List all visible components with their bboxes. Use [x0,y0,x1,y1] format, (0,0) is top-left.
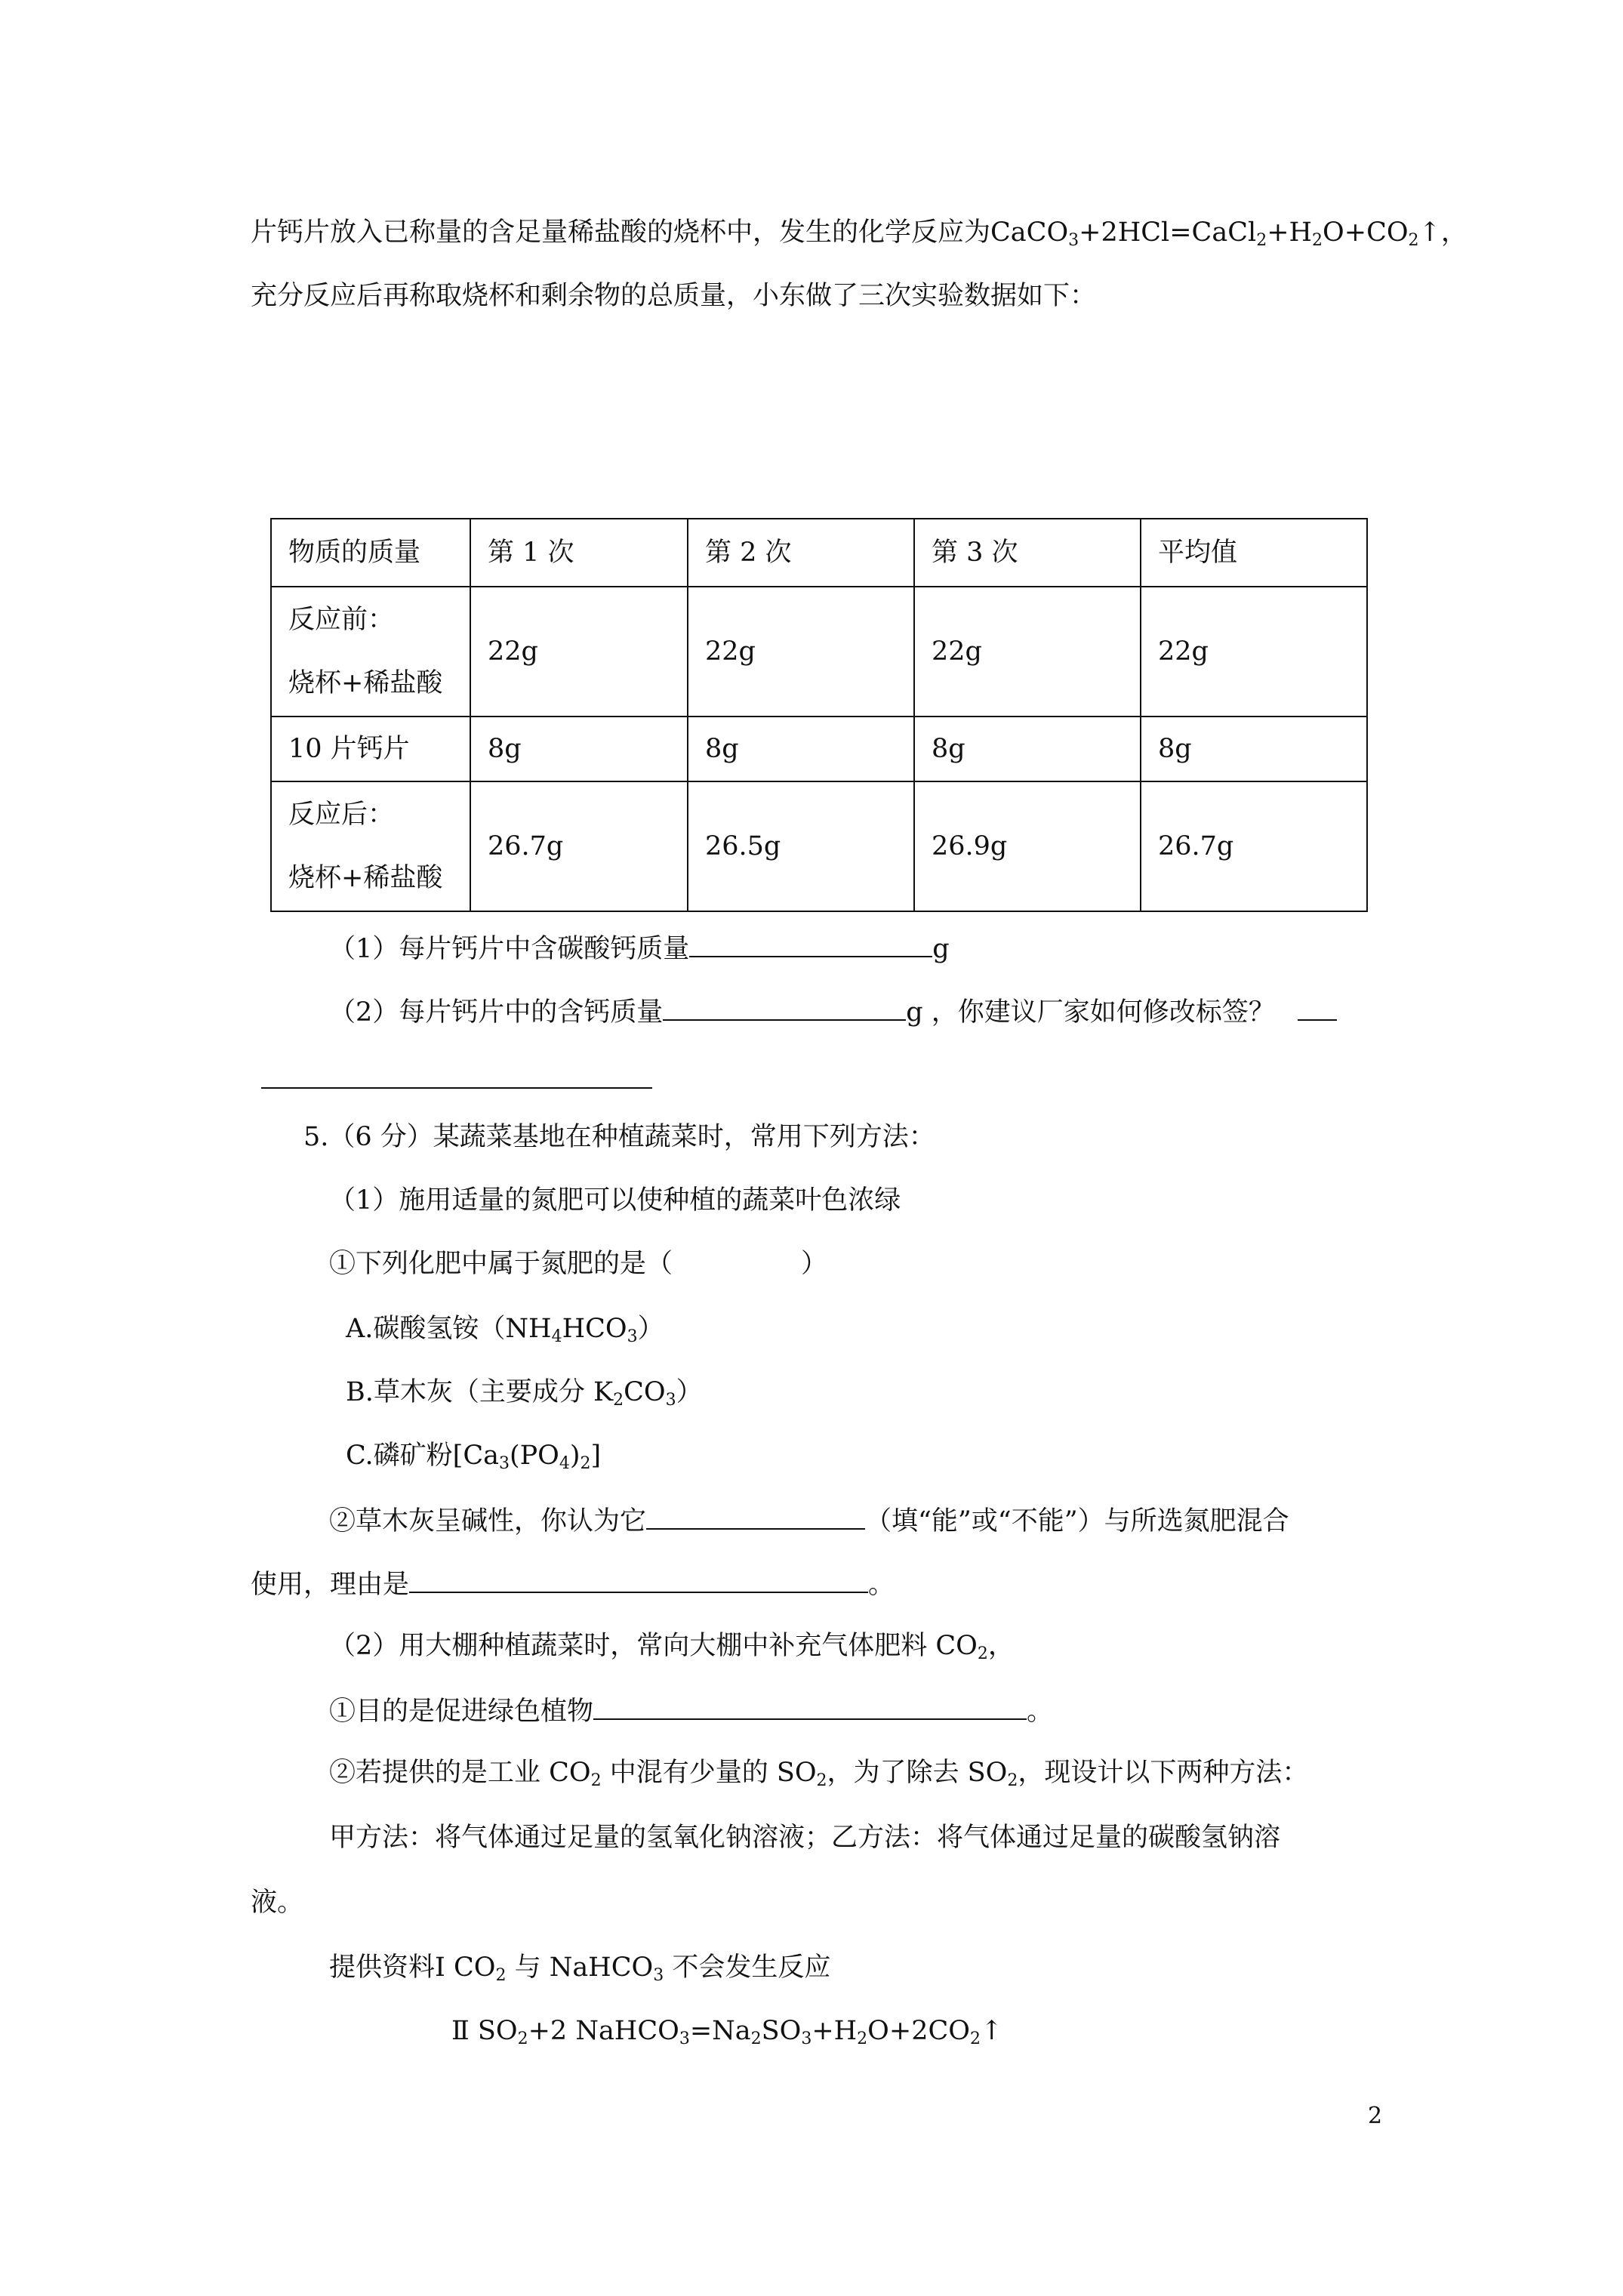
table-header-cell: 物质的质量 [271,519,470,587]
table-cell: 8g [470,717,688,781]
q4-sub1-text: （1）每片钙片中含碳酸钙质量 [329,934,690,964]
q5-part1-question2-text: ②草木灰呈碱性，你认为它 [329,1506,647,1536]
q5-reason-label: 使用，理由是 [251,1570,410,1600]
row-label-line: 烧杯+稀盐酸 [288,863,443,893]
q5-part1-question-close: ） [801,1249,828,1279]
table-row [271,717,1367,781]
q5-methods-line1 [329,1821,1280,1854]
table-header-cell: 平均值 [1141,519,1367,587]
table-header-cell: 第 3 次 [914,519,1141,587]
table-cell: 22g [1141,587,1367,717]
table-cell: 22g [914,587,1141,717]
table-header-cell: 第 1 次 [470,519,688,587]
q5-part1-text: （1）施用适量的氮肥可以使种植的蔬菜叶色浓绿 [329,1185,901,1216]
q4-sub2 [329,994,1337,1029]
table-cell: 22g [470,587,688,717]
experiment-data-table [270,518,1368,912]
q5-part2-question1-text: ①目的是促进绿色植物 [329,1697,594,1727]
q5-part2-text: （2）用大棚种植蔬菜时，常向大棚中补充气体肥料 CO [329,1631,978,1661]
q4-sub2-label-blank[interactable] [1298,994,1337,1021]
row-label-line: 反应后： [288,800,395,830]
q5-reason-blank[interactable] [409,1566,868,1593]
table-row [271,781,1367,911]
q5-info2: Ⅱ $SO_2+2$ $NaHCO_3=Na_2SO_3+H_2O+2CO_2↑$ [451,2016,1003,2048]
q5-can-mix-blank[interactable] [646,1502,865,1530]
row-label-line: 反应前： [288,605,395,635]
table-cell: 8g [688,717,914,781]
q5-part2: （2）用大棚种植蔬菜时，常向大棚中补充气体肥料 $CO_2$， [329,1631,1015,1663]
q5-methods-line2 [251,1886,303,1919]
table-cell: 26.7g [470,781,688,911]
intro-text-2: 充分反应后再称取烧杯和剩余物的总质量，小东做了三次实验数据如下： [251,281,1097,311]
table-cell: 26.7g [1141,781,1367,911]
intro-text-1: 片钙片放入已称量的含足量稀盐酸的烧杯中，发生的化学反应为 [251,217,991,248]
table-cell: 8g [1141,717,1367,781]
row-label-line: 烧杯+稀盐酸 [288,668,443,698]
q5-part1-question-text: ①下列化肥中属于氮肥的是（ [329,1249,673,1279]
q5-part1-question [329,1247,827,1281]
q4-sub1-unit: g [932,934,950,964]
q5-info1: 提供资料Ⅰ $CO_2$ 与 NaHCO$_3$ 不会发生反应 [329,1952,831,1985]
q5-methods-text: 甲方法：将气体通过足量的氢氧化钠溶液；乙方法：将气体通过足量的碳酸氢钠溶 [329,1823,1281,1853]
table-row [271,587,1367,717]
table-cell: 26.9g [914,781,1141,911]
q5-title [303,1120,935,1154]
table-cell: 8g [914,717,1141,781]
q4-sub2-text: （2）每片钙片中的含钙质量 [329,997,664,1028]
q5-part1-question2 [329,1502,1289,1538]
intro-line-1 [251,216,1467,249]
row-label-cell [271,781,470,911]
q5-methods-text-2: 液。 [251,1888,304,1918]
intro-line-2 [251,279,1096,313]
q5-option-a: A.碳酸氢铵$(NH_4HCO_3)$ [346,1314,664,1346]
table-cell: 26.5g [688,781,914,911]
q4-sub2-answer-line[interactable] [261,1087,652,1089]
q5-part1-question2-tail: （填“能”或“不能”）与所选氮肥混合 [865,1506,1289,1536]
q4-sub1 [329,930,950,966]
row-label-cell: 10 片钙片 [271,717,470,781]
reaction-equation: $CaCO_3+2HCl=CaCl_2+H_2O+CO_2↑$， [990,217,1467,250]
q5-option-c: C.磷矿粉$[Ca_3(PO_4)_2]$ [346,1441,602,1473]
q5-part2-question2: ②若提供的是工业 $CO_2$ 中混有少量的 $SO_2$，为了除去 $SO_2$，现设计以下两种方法： [329,1758,1309,1790]
q4-sub1-blank[interactable] [689,930,932,957]
q4-sub2-blank[interactable] [663,994,906,1021]
page-number: 2 [1368,2103,1383,2129]
q5-part1 [329,1184,901,1217]
table-cell: 22g [688,587,914,717]
row-label-cell [271,587,470,717]
table-header-row [271,519,1367,587]
q5-title-text: 5.（6 分）某蔬菜基地在种植蔬菜时，常用下列方法： [303,1122,935,1152]
q5-purpose-blank[interactable] [593,1693,1027,1720]
q5-option-b: B.草木灰（主要成分 $K_2CO_3$） [346,1377,703,1410]
q5-part1-question2-line2: 使用，理由是 。 [251,1566,895,1601]
q4-sub2-unit: g ，你建议厂家如何修改标签？ [906,997,1275,1028]
table-header-cell: 第 2 次 [688,519,914,587]
q5-part2-question1: ①目的是促进绿色植物 。 [329,1693,1053,1728]
